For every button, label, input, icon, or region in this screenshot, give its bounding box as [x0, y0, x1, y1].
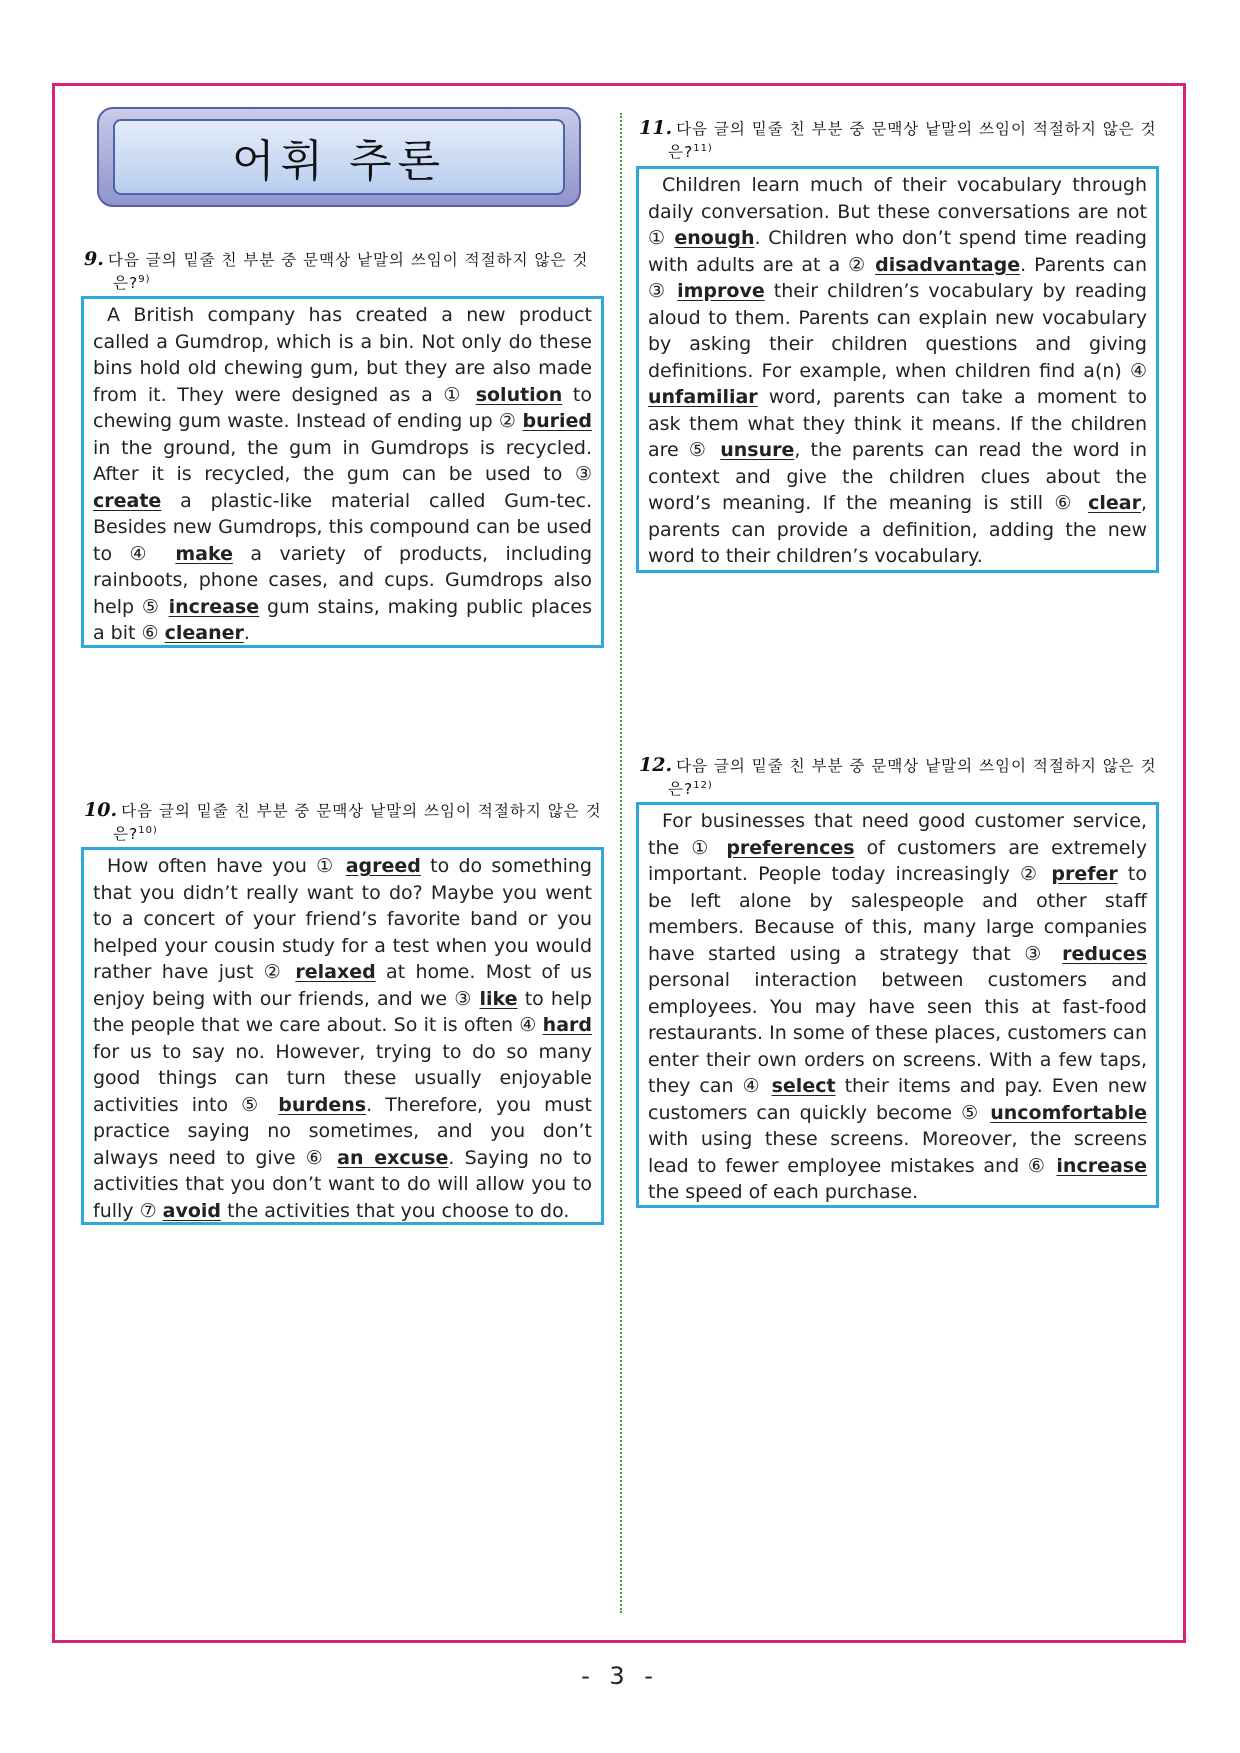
question-stem-end: 은?: [113, 825, 139, 844]
passage-segment: their items and pay. Even new customers can quickly become ⑤: [648, 1075, 1148, 1124]
underlined-word: hard: [542, 1014, 592, 1036]
passage-segment: the speed of each purchase.: [648, 1181, 919, 1203]
question-12-passage: [636, 802, 1159, 1208]
question-9-header: [84, 249, 604, 293]
passage-segment: with using these screens. Moreover, the screens lead to fewer employee mistakes and ⑥: [648, 1128, 1147, 1177]
passage-segment: , parents can provide a definition, adding the new word to their children’s vocabulary.: [648, 492, 1147, 567]
column-divider: [620, 113, 622, 1613]
underlined-word: like: [479, 987, 518, 1010]
passage-segment: the activities that you choose to do.: [221, 1199, 570, 1222]
underlined-word: disadvantage: [875, 253, 1021, 276]
question-stem: 다음 글의 밑줄 친 부분 중 문맥상 낱말의 쓰임이 적절하지 않은 것: [121, 802, 602, 820]
underlined-word: relaxed: [295, 961, 376, 983]
page-number: - 3 -: [581, 1662, 659, 1690]
passage-segment: . Therefore, you must practice saying no sometimes, and you don’t always need to give ⑥: [93, 1093, 592, 1169]
question-number: 11.: [639, 117, 673, 139]
passage-segment: to help the people that we care about. So it is often ④: [93, 987, 592, 1036]
section-title-inner: [113, 119, 565, 195]
underlined-word: prefer: [1051, 863, 1118, 885]
section-title: 어휘 추론: [231, 136, 446, 187]
passage-segment: . Saying no to activities that you don’t want to do will allow you to fully ⑦: [93, 1146, 592, 1222]
underlined-word: create: [93, 489, 162, 512]
underlined-word: burdens: [278, 1093, 367, 1116]
passage-segment: For businesses that need good customer service, the ①: [648, 810, 1147, 859]
passage-segment: . Children who don’t spend time reading with adults are at a ②: [648, 227, 1147, 276]
question-9-passage: [81, 296, 604, 648]
underlined-word: an excuse: [337, 1146, 449, 1169]
question-stem-end: 은?: [113, 274, 139, 293]
underlined-word: preferences: [726, 836, 855, 859]
underlined-word: unfamiliar: [648, 386, 758, 408]
underlined-word: avoid: [162, 1199, 222, 1222]
question-stem: 다음 글의 밑줄 친 부분 중 문맥상 낱말의 쓰임이 적절하지 않은 것: [107, 251, 589, 269]
underlined-word: make: [175, 542, 233, 565]
question-12-header: [639, 755, 1159, 799]
passage-segment: How often have you ①: [107, 855, 346, 877]
passage-segment: of customers are extremely important. People today increasingly ②: [648, 836, 1148, 885]
question-number: 12.: [639, 754, 673, 776]
passage-segment: a variety of products, including rainboots, phone cases, and cups. Gumdrops also help ⑤: [93, 542, 593, 618]
underlined-word: cleaner: [164, 622, 244, 644]
passage-segment: personal interaction between customers and employees. You may have seen this at fast-food restaurants. In some of these places, customers can enter their own orders on screens. With a few taps, they can ④: [648, 969, 1147, 1097]
question-11-passage: [636, 166, 1159, 573]
question-number: 10.: [84, 799, 118, 821]
underlined-word: improve: [677, 280, 765, 302]
question-stem: 다음 글의 밑줄 친 부분 중 문맥상 낱말의 쓰임이 적절하지 않은 것: [676, 120, 1157, 138]
passage-text: [648, 172, 1147, 570]
question-11-header: [639, 118, 1159, 162]
passage-segment: to do something that you didn’t really want to do? Maybe you went to a concert of your friend’s favorite band or you helped your cousin study for a test when you would rather have just ②: [93, 855, 592, 983]
passage-text: [648, 808, 1147, 1206]
underlined-word: agreed: [345, 855, 421, 877]
passage-segment: to chewing gum waste. Instead of ending up ②: [93, 383, 592, 432]
passage-text: [93, 302, 592, 647]
footnote-marker: 12): [693, 780, 713, 791]
passage-segment: their children’s vocabulary by reading aloud to them. Parents can explain new vocabulary by asking their children questions and giving definitions. For example, when children find a(n) ④: [648, 280, 1147, 382]
underlined-word: clear: [1088, 492, 1141, 514]
passage-segment: Children learn much of their vocabulary through daily conversation. But these conversations are not ①: [648, 174, 1147, 249]
underlined-word: reduces: [1062, 942, 1147, 965]
question-10-header: [84, 800, 604, 844]
question-10-passage: [81, 847, 604, 1225]
passage-segment: in the ground, the gum in Gumdrops is recycled. After it is recycled, the gum can be used to ③: [93, 436, 592, 485]
footnote-marker: 11): [693, 143, 713, 154]
passage-text: [93, 853, 592, 1224]
question-stem-end: 은?: [668, 780, 694, 799]
underlined-word: increase: [1056, 1154, 1147, 1177]
underlined-word: unsure: [720, 439, 795, 461]
footnote-marker: 9): [138, 274, 151, 285]
question-stem-end: 은?: [668, 143, 694, 162]
section-title-banner: [97, 107, 581, 207]
passage-segment: . Parents can ③: [648, 253, 1147, 302]
underlined-word: increase: [168, 595, 260, 618]
underlined-word: select: [771, 1075, 836, 1097]
passage-segment: gum stains, making public places a bit ⑥: [93, 595, 592, 644]
passage-segment: for us to say no. However, trying to do so many good things can turn these usually enjoyable activities into ⑤: [93, 1040, 592, 1116]
passage-segment: word, parents can take a moment to ask them what they think it means. If the children are ⑤: [648, 386, 1147, 461]
footnote-marker: 10): [138, 825, 158, 836]
question-stem: 다음 글의 밑줄 친 부분 중 문맥상 낱말의 쓰임이 적절하지 않은 것: [676, 757, 1157, 775]
underlined-word: solution: [475, 383, 563, 406]
passage-segment: , the parents can read the word in context and give the children clues about the word’s meaning. If the meaning is still ⑥: [648, 439, 1147, 514]
passage-segment: a plastic-like material called Gum-tec. Besides new Gumdrops, this compound can be used to ④: [93, 489, 592, 565]
underlined-word: buried: [522, 410, 592, 432]
underlined-word: uncomfortable: [990, 1101, 1147, 1124]
question-number: 9.: [84, 248, 104, 270]
underlined-word: enough: [674, 227, 755, 249]
passage-segment: at home. Most of us enjoy being with our friends, and we ③: [93, 961, 592, 1010]
passage-segment: A British company has created a new product called a Gumdrop, which is a bin. Not only do these bins hold old chewing gum, but they are also made from it. They were designed as a ①: [93, 304, 592, 406]
passage-segment: to be left alone by salespeople and other staff members. Because of this, many large companies have started using a strategy that ③: [648, 863, 1147, 965]
passage-segment: .: [243, 622, 250, 644]
